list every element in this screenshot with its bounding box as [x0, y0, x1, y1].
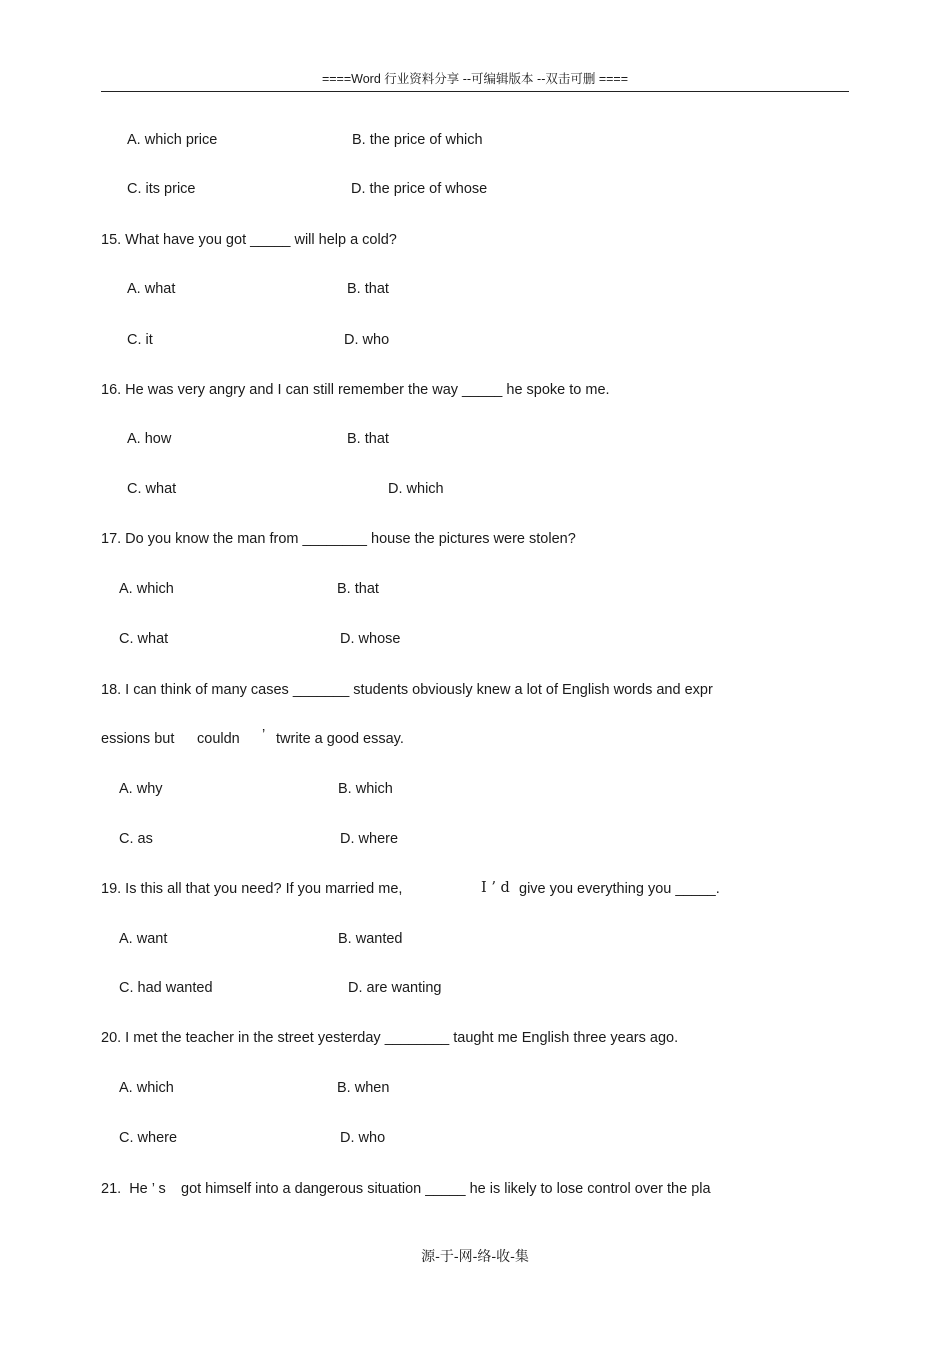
header-rule	[101, 91, 849, 92]
q16-option-d: D. which	[388, 481, 444, 497]
q17-option-c: C. what	[119, 631, 169, 647]
q19-option-a: A. want	[119, 931, 168, 947]
q20-option-b: B. when	[337, 1080, 390, 1096]
q20-option-c: C. where	[119, 1130, 178, 1146]
q17-option-a: A. which	[119, 581, 174, 597]
q14-option-c: C. its price	[127, 181, 196, 197]
q20-stem: 20. I met the teacher in the street yesterday ________ taught me English three years ago.	[101, 1030, 679, 1046]
q19-stem-c: give you everything you _____.	[519, 881, 720, 897]
q17-stem: 17. Do you know the man from ________ house the pictures were stolen?	[101, 531, 576, 547]
q18-option-a: A. why	[119, 781, 163, 797]
q18-option-b: B. which	[338, 781, 393, 797]
q16-option-b: B. that	[347, 431, 389, 447]
q14-option-a: A. which price	[127, 132, 218, 148]
q15-option-a: A. what	[127, 281, 176, 297]
q15-option-c: C. it	[127, 332, 153, 348]
q15-option-b: B. that	[347, 281, 389, 297]
q18-stem-line2-b: couldn	[197, 731, 240, 747]
q19-option-c: C. had wanted	[119, 980, 213, 996]
q18-option-d: D. where	[340, 831, 399, 847]
q14-option-d: D. the price of whose	[351, 181, 488, 197]
q15-option-d: D. who	[344, 332, 390, 348]
q19-stem-b: I ’ d	[481, 880, 510, 896]
q17-option-b: B. that	[337, 581, 379, 597]
q18-stem-line1: 18. I can think of many cases _______ students obviously knew a lot of English words and expr	[101, 682, 713, 698]
q14-option-b: B. the price of which	[352, 132, 483, 148]
q15-stem: 15. What have you got _____ will help a cold?	[101, 232, 397, 248]
q18-stem-line2-c: ’	[262, 727, 266, 743]
q18-stem-line2-a: essions but	[101, 731, 175, 747]
page-header: ====Word 行业资料分享 --可编辑版本 --双击可删 ====	[321, 72, 629, 86]
q16-option-c: C. what	[127, 481, 177, 497]
q20-option-d: D. who	[340, 1130, 386, 1146]
q17-option-d: D. whose	[340, 631, 401, 647]
q16-stem: 16. He was very angry and I can still remember the way _____ he spoke to me.	[101, 382, 610, 398]
page-footer: 源-于-网-络-收-集	[421, 1249, 529, 1265]
q21-stem-b: got himself into a dangerous situation _____ he is likely to lose control over the pla	[181, 1181, 711, 1197]
q20-option-a: A. which	[119, 1080, 174, 1096]
q18-stem-line2-d: twrite a good essay.	[276, 731, 404, 747]
q19-stem-a: 19. Is this all that you need? If you married me,	[101, 881, 403, 897]
q16-option-a: A. how	[127, 431, 172, 447]
q18-option-c: C. as	[119, 831, 153, 847]
q19-option-d: D. are wanting	[348, 980, 442, 996]
q19-option-b: B. wanted	[338, 931, 403, 947]
q21-stem-a: 21. He ’ s	[101, 1181, 166, 1197]
